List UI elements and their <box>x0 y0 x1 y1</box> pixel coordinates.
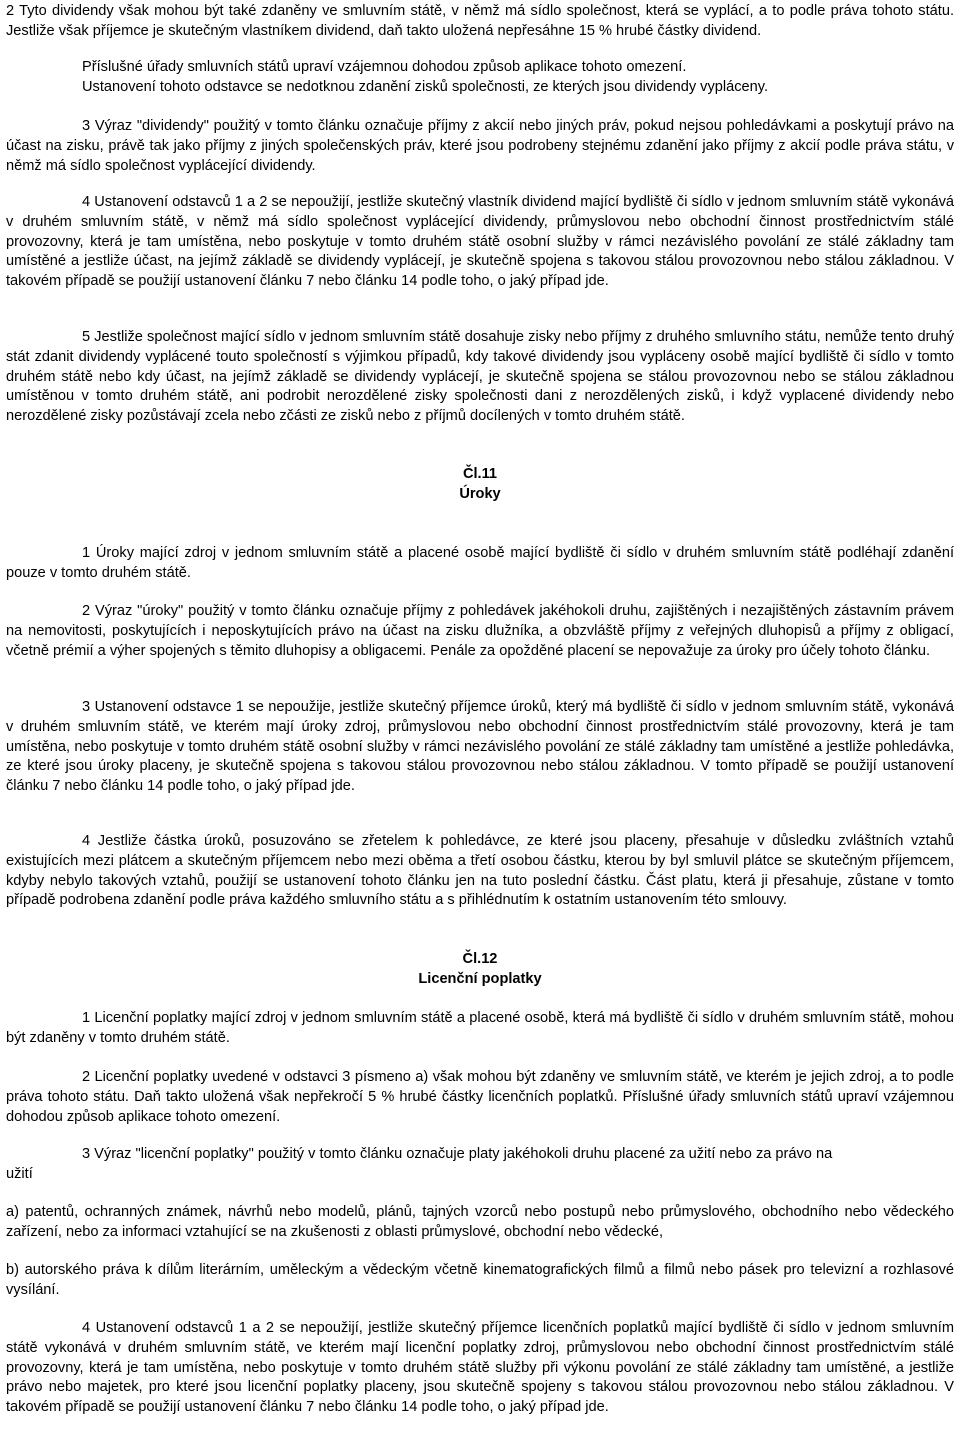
article-11-number: Čl.11 <box>462 466 498 482</box>
paragraph-dividends-2: 2 Tyto dividendy však mohou být také zdaněny ve smluvním státě, v němž má sídlo společnost, která se vyplácí, a to podle práva tohoto státu. Jestliže však příjemce je skutečným vlastníkem dividend, daň takto uložená nepřesáhne 15 % hrubé částky dividend. <box>6 3 954 39</box>
paragraph-dividends-4: 4 Ustanovení odstavců 1 a 2 se nepoužijí, jestliže skutečný vlastník dividend mající bydliště či sídlo v jednom smluvním státě vykonává v druhém smluvním státě, v němž má sídlo společnost vyplácející dividendy, průmyslovou nebo obchodní činnost prostřednictvím stálé provozovny, která je tam umístěna, nebo poskytuje v tomto druhém státě osobní služby v rámci nezávislého povolání ze stálé základny tam umístěné a jestliže účast, na jejímž základě se dividendy vyplácejí, je skutečně spojena s takovou stálou provozovnou nebo stálou základnou. V takovém případě se použijí ustanovení článku 7 nebo článku 14 podle toho, o jaký případ jde. <box>6 194 954 290</box>
royalties-item-a: a) patentů, ochranných známek, návrhů nebo modelů, plánů, tajných vzorců nebo postupů nebo průmyslového, obchodního nebo vědeckého zařízení, nebo za informaci vztahující se na zkušenosti z oblasti průmyslové, obchodní nebo vědecké, <box>6 1204 954 1240</box>
article-12-number: Čl.12 <box>462 951 498 967</box>
paragraph-dividends-5: 5 Jestliže společnost mající sídlo v jednom smluvním státě dosahuje zisky nebo příjmy z druhého smluvního státu, nemůže tento druhý stát zdanit dividendy vyplácené touto společností s výjimkou případů, kdy takové dividendy jsou vypláceny osobě mající bydliště či sídlo v tomto druhém státě nebo kdy účast, na jejímž základě se dividendy vyplácejí, je skutečně spojena se stálou provozovnou nebo se stálou základnou umístěnou v tomto druhém státě, ani podrobit nerozdělené zisky společnosti dani z nerozdělených zisků, i když vyplacené dividendy nebo nerozdělené zisky pozůstávají zcela nebo zčásti ze zisků nebo z příjmů docílených v tomto druhém státě. <box>6 329 954 425</box>
paragraph-royalties-3: 3 Výraz "licenční poplatky" použitý v tomto článku označuje platy jakéhokoli druhu placené za užití nebo za právo na <box>82 1146 833 1162</box>
paragraph-royalties-3-tail: užití <box>6 1166 33 1182</box>
paragraph-interest-4: 4 Jestliže částka úroků, posuzováno se zřetelem k pohledávce, ze které jsou placeny, přesahuje v důsledku zvláštních vztahů existujících mezi plátcem a skutečným příjemcem nebo mezi oběma a třetí osobou částku, kterou by byl smluvil plátce se skutečným příjemcem, kdyby nebylo takových vztahů, použijí se ustanovení tohoto článku jen na tuto poslední částku. Část platu, která ji přesahuje, zůstane v tomto případě podrobena zdanění podle práva každého smluvního státu a s přihlédnutím k ostatním ustanovením této smlouvy. <box>6 833 954 909</box>
royalties-item-b: b) autorského práva k dílům literárním, uměleckým a vědeckým včetně kinematografických filmů a filmů nebo pásek pro televizní a rozhlasové vysílání. <box>6 1262 954 1298</box>
paragraph-dividends-2-profits: Ustanovení tohoto odstavce se nedotknou zdanění zisků společnosti, ze kterých jsou dividendy vypláceny. <box>82 79 769 95</box>
paragraph-royalties-1: 1 Licenční poplatky mající zdroj v jednom smluvním státě a placené osobě, která má bydliště či sídlo v druhém smluvním státě, mohou být zdaněny v tomto druhém státě. <box>6 1010 954 1046</box>
paragraph-interest-1: 1 Úroky mající zdroj v jednom smluvním státě a placené osobě mající bydliště či sídlo v druhém smluvním státě podléhají zdanění pouze v tomto druhém státě. <box>6 545 954 581</box>
paragraph-royalties-4: 4 Ustanovení odstavců 1 a 2 se nepoužijí, jestliže skutečný příjemce licenčních poplatků mající bydliště či sídlo v jednom smluvním státě vykonává v druhém smluvním státě, ve kterém mají licenční poplatky zdroj, průmyslovou nebo obchodní činnost prostřednictvím stálé provozovny, která je tam umístěna, nebo poskytuje v tomto druhém státě služby při výkonu povolání ze stálé základny tam umístěné, a jestliže právo nebo majetek, pro které jsou licenční poplatky placeny, jsou skutečně spojeny s takovou stálou provozovnou nebo stálou základnou. V takovém případě se použijí ustanovení článku 7 nebo článku 14 podle toho, o jaký případ jde. <box>6 1320 954 1416</box>
paragraph-royalties-2: 2 Licenční poplatky uvedené v odstavci 3 písmeno a) však mohou být zdaněny ve smluvním státě, ve kterém je jejich zdroj, a to podle práva tohoto státu. Daň takto uložená však nepřekročí 5 % hrubé částky licenčních poplatků. Příslušné úřady smluvních států upraví vzájemnou dohodou způsob aplikace tohoto omezení. <box>6 1069 954 1125</box>
paragraph-dividends-3: 3 Výraz "dividendy" použitý v tomto článku označuje příjmy z akcií nebo jiných práv, pokud nejsou pohledávkami a poskytují právo na účast na zisku, právě tak jako příjmy z jiných společenských práv, které jsou podrobeny stejnému zdanění jako příjmy z akcií podle práva státu, v němž má sídlo společnost vyplácející dividendy. <box>6 118 954 174</box>
paragraph-interest-3: 3 Ustanovení odstavce 1 se nepoužije, jestliže skutečný příjemce úroků, který má bydliště či sídlo v jednom smluvním státě, vykonává v druhém smluvním státě, ve kterém mají úroky zdroj, průmyslovou nebo obchodní činnost prostřednictvím stálé provozovny, která je tam umístěna, nebo poskytuje v tomto druhém státě osobní služby v rámci nezávislého povolání ze stálé základny tam umístěné a jestliže pohledávka, ze které jsou úroky placeny, je skutečně spojena s takovou stálou provozovnou nebo stálou základnou. V tomto případě se použijí ustanovení článku 7 nebo článku 14 podle toho, o jaký případ jde. <box>6 699 954 795</box>
paragraph-dividends-2-authorities: Příslušné úřady smluvních států upraví vzájemnou dohodou způsob aplikace tohoto omezení. <box>82 59 687 75</box>
paragraph-interest-2: 2 Výraz "úroky" použitý v tomto článku označuje příjmy z pohledávek jakéhokoli druhu, zajištěných i nezajištěných zástavním právem na nemovitosti, poskytujících i neposkytujících právo na účast na zisku dlužníka, a obzvláště příjmy z veřejných dluhopisů a příjmy z obligací, včetně prémií a výher spojených s těmito dluhopisy a obligacemi. Penále za opožděné placení se nepovažuje za úroky pro účely tohoto článku. <box>6 603 954 659</box>
article-11-title: Úroky <box>459 486 501 502</box>
article-12-title: Licenční poplatky <box>418 971 542 987</box>
